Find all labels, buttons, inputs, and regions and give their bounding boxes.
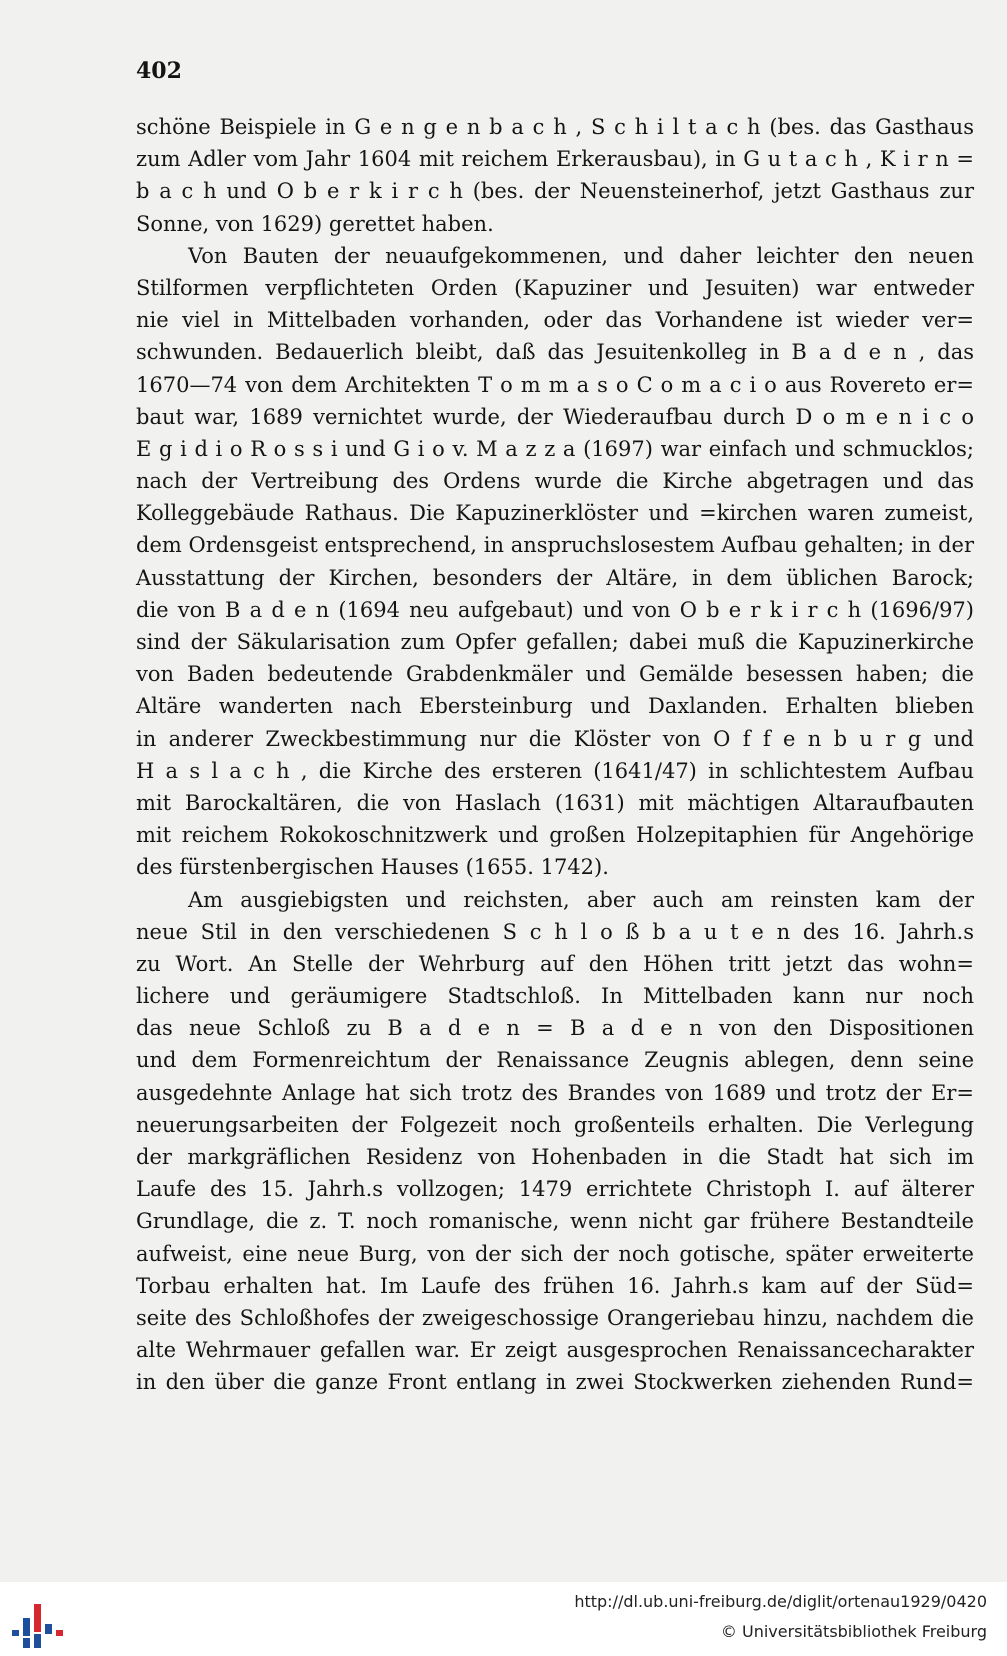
source-url-link[interactable]: http://dl.ub.uni-freiburg.de/diglit/ortenau1929/0420 (574, 1592, 987, 1611)
text-line: mit reichem Rokokoschnitzwerk und großen Holzepitaphien für Angehörige (136, 823, 974, 848)
text-line: schöne Beispiele in G e n g e n b a c h , S c h i l t a c h (bes. das Gasthaus (136, 115, 974, 139)
text-line: sind der Säkularisation zum Opfer gefallen; dabei muß die Kapuzinerkirche (136, 630, 974, 654)
text-line: nach der Vertreibung des Ordens wurde die Kirche abgetragen und das (136, 469, 974, 494)
footer (0, 1582, 1007, 1656)
body-text (136, 111, 974, 1399)
text-line: mit Barockaltären, die von Haslach (1631) mit mächtigen Altaraufbauten (136, 790, 974, 815)
text-line: neuerungsarbeiten der Folgezeit noch großenteils erhalten. Die Verlegung (136, 1112, 974, 1137)
text-line: nie viel in Mittelbaden vorhanden, oder das Vorhandene ist wieder ver= (136, 308, 974, 333)
text-line: in anderer Zweckbestimmung nur die Klöster von O f f e n b u r g und (136, 726, 974, 751)
text-line: baut war, 1689 vernichtet wurde, der Wiederaufbau durch D o m e n i c o (136, 404, 974, 429)
text-line: alte Wehrmauer gefallen war. Er zeigt ausgesprochen Renaissancecharakter (136, 1338, 974, 1363)
text-line: Ausstattung der Kirchen, besonders der Altäre, in dem üblichen Barock; (136, 565, 974, 590)
text-line: Stilformen verpflichteten Orden (Kapuziner und Jesuiten) war entweder (136, 275, 974, 300)
text-line: Torbau erhalten hat. Im Laufe des frühen 16. Jahrh.s kam auf der Süd= (136, 1273, 974, 1298)
text-line: Altäre wanderten nach Ebersteinburg und Daxlanden. Erhalten blieben (136, 694, 974, 719)
text-line: Grundlage, die z. T. noch romanische, wenn nicht gar frühere Bestandteile (136, 1209, 974, 1234)
text-line: H a s l a c h , die Kirche des ersteren (1641/47) in schlichtestem Aufbau (136, 758, 974, 783)
text-line: dem Ordensgeist entsprechend, in anspruchslosestem Aufbau gehalten; in der (136, 533, 974, 558)
text-line: schwunden. Bedauerlich bleibt, daß das Jesuitenkolleg in B a d e n , das (136, 340, 974, 365)
text-line: ausgedehnte Anlage hat sich trotz des Brandes von 1689 und trotz der Er= (136, 1080, 974, 1105)
text-line: E g i d i o R o s s i und G i o v. M a z z a (1697) war einfach und schmucklos; (136, 436, 974, 461)
text-line: Kolleggebäude Rathaus. Die Kapuzinerklöster und =kirchen waren zumeist, (136, 501, 974, 526)
text-line: Sonne, von 1629) gerettet haben. (136, 211, 494, 236)
copyright-notice: © Universitätsbibliothek Freiburg (720, 1622, 987, 1641)
text-line: lichere und geräumigere Stadtschloß. In Mittelbaden kann nur noch (136, 984, 974, 1009)
text-line: von Baden bedeutende Grabdenkmäler und Gemälde besessen haben; die (136, 662, 974, 687)
page-number: 402 (136, 58, 182, 84)
text-line: aufweist, eine neue Burg, von der sich der noch gotische, später erweiterte (136, 1241, 974, 1266)
ub-freiburg-logo-icon[interactable] (12, 1604, 66, 1648)
text-line: Am ausgiebigsten und reichsten, aber auch am reinsten kam der (188, 887, 974, 912)
text-line: neue Stil in den verschiedenen S c h l o ß b a u t e n des 16. Jahrh.s (136, 919, 974, 944)
text-line: das neue Schloß zu B a d e n = B a d e n von den Dispositionen (136, 1016, 974, 1041)
text-line: des fürstenbergischen Hauses (1655. 1742). (136, 855, 609, 880)
text-line: zum Adler vom Jahr 1604 mit reichem Erkerausbau), in G u t a c h , K i r n = (136, 147, 974, 172)
text-line: 1670—74 von dem Architekten T o m m a s o C o m a c i o aus Rovereto er= (136, 372, 974, 397)
text-line: in den über die ganze Front entlang in zwei Stockwerken ziehenden Rund= (136, 1370, 974, 1395)
text-line: und dem Formenreichtum der Renaissance Zeugnis ablegen, denn seine (136, 1048, 974, 1073)
text-line: Von Bauten der neuaufgekommenen, und daher leichter den neuen (188, 243, 974, 268)
text-line: b a c h und O b e r k i r c h (bes. der Neuensteinerhof, jetzt Gasthaus zur (136, 179, 974, 204)
text-line: seite des Schloßhofes der zweigeschossige Orangeriebau hinzu, nachdem die (136, 1305, 974, 1330)
text-line: die von B a d e n (1694 neu aufgebaut) und von O b e r k i r c h (1696/97) (136, 597, 974, 622)
text-line: der markgräflichen Residenz von Hohenbaden in die Stadt hat sich im (136, 1145, 974, 1169)
text-line: Laufe des 15. Jahrh.s vollzogen; 1479 errichtete Christoph I. auf älterer (136, 1177, 974, 1202)
text-line: zu Wort. An Stelle der Wehrburg auf den Höhen tritt jetzt das wohn= (136, 951, 974, 976)
